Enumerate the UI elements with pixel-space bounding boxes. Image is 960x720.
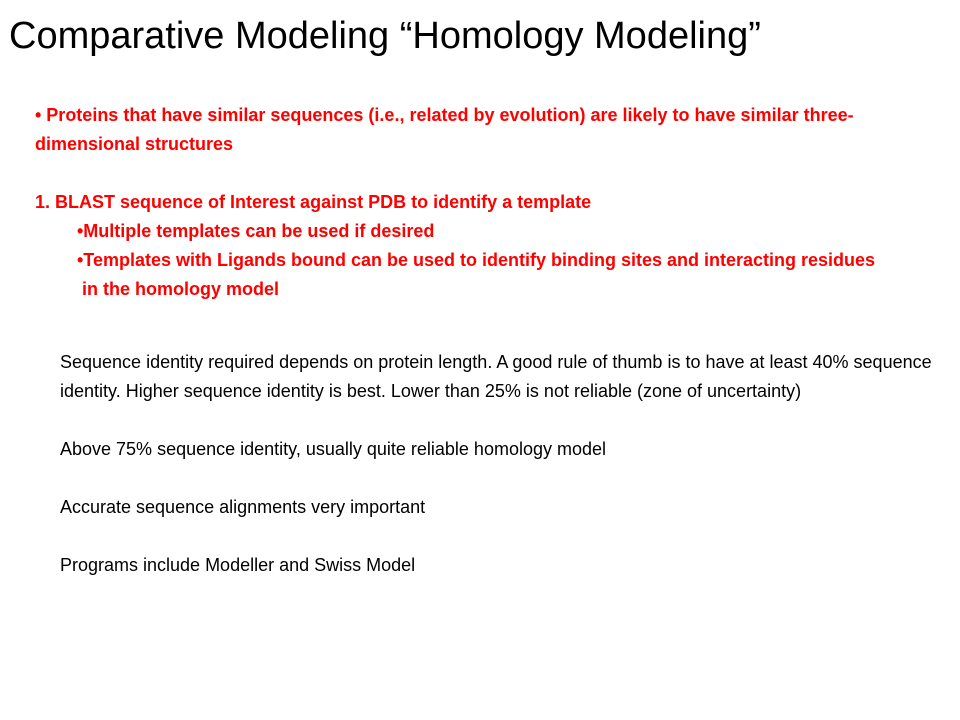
spacer: [60, 522, 940, 551]
spacer: [35, 159, 895, 188]
note-sequence-identity: Sequence identity required depends on protein length. A good rule of thumb is to have at least 40% sequence identity. Higher sequence identity is best. Lower than 25% is not reliable (zone of uncertainty): [60, 352, 932, 401]
note-programs: Programs include Modeller and Swiss Model: [60, 555, 416, 575]
note-alignments: Accurate sequence alignments very important: [60, 497, 426, 517]
step-blast-template: 1. BLAST sequence of Interest against PDB to identify a template: [35, 192, 592, 212]
sub-bullet-multiple-templates: •Multiple templates can be used if desired: [77, 221, 435, 241]
spacer: [60, 406, 940, 435]
bullet-similar-sequences: • Proteins that have similar sequences (i.e., related by evolution) are likely to have similar three-dimensional structures: [35, 105, 854, 154]
key-points: [35, 101, 895, 304]
note-above-75: Above 75% sequence identity, usually quite reliable homology model: [60, 439, 607, 459]
sub-bullet-ligand-templates: •Templates with Ligands bound can be used to identify binding sites and interacting residues in the homology model: [77, 250, 876, 299]
slide-title: Comparative Modeling “Homology Modeling”: [9, 15, 761, 57]
spacer: [60, 464, 940, 493]
notes-block: [60, 348, 940, 580]
